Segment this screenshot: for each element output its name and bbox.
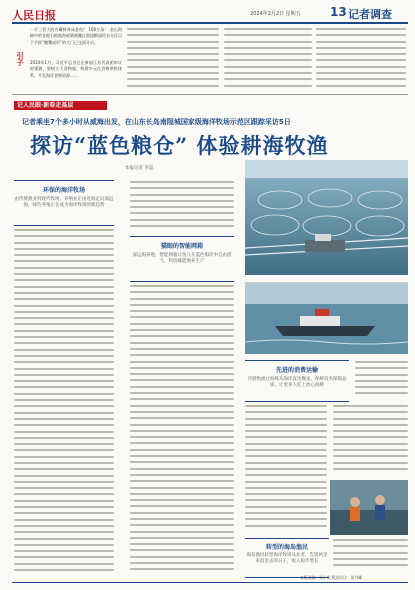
- photo-vessel: [245, 282, 408, 354]
- body-column-4: [333, 404, 408, 476]
- lead-column-4: [316, 27, 406, 91]
- newspaper-logo: 人民日报: [12, 9, 56, 22]
- lead-paragraph-1: 一斤三倍大的冷藏鲜养成金鱼？ 100万条！ 金山海峡中的各地石梳被海底筛被鲍区群插鳄深钓水分区以下手跃“鲍鹭成形”的大门已全面开启。: [30, 27, 122, 45]
- subhead-3-title: 先进的消费运输: [275, 367, 318, 374]
- fishermen-illustration: [330, 480, 408, 535]
- subhead-box-4: [245, 538, 329, 578]
- headline: 探访“蓝色粮仓” 体验耕海牧渔: [30, 133, 329, 158]
- subhead-4-deck: 海岛渔民转型海洋牧场从业者，告别风里来浪里去的日子，收入稳步增长: [246, 553, 328, 564]
- subhead-4-title: 转型的海岛渔民: [265, 544, 308, 551]
- body-column-2: [130, 284, 234, 578]
- subhead-2-title: 猫眼的智能网箱: [160, 243, 203, 250]
- kicker: 记者乘坐7个多小时从威海出发，在山东长岛南隍城国家级海洋牧场示范区跟踪采访5日: [22, 118, 291, 126]
- photo-ocean-farm: [245, 160, 408, 275]
- bottom-rule: [12, 582, 408, 583]
- subhead-1-deck: 由传统渔业到现代牧场，养殖业正由近海走向深远海，绿色养殖正在成为海洋牧场的新趋势: [14, 197, 114, 208]
- issue-date: 2024年2月2日 星期五: [250, 11, 301, 17]
- subhead-3-deck: 冷链物流让海鲜从海洋直达餐桌，保鲜技术保障品质，让更多人吃上放心海鲜: [247, 377, 347, 388]
- lead-column-2: [127, 27, 219, 91]
- photo-fishermen: [330, 480, 408, 535]
- lead-column-3: [224, 27, 312, 91]
- series-tag: 记人民眼·新春走基层: [14, 101, 107, 110]
- section-title: 记者调查: [348, 8, 392, 21]
- editor-credit: 本版责编：周小苑 版式设计：张丹峰: [300, 575, 362, 580]
- subhead-box-3: [245, 360, 349, 402]
- byline: 本报记者 李蕊: [125, 166, 154, 171]
- subhead-box-1: [14, 180, 114, 226]
- subhead-2-deck: 深远海养殖，智能网箱让鱼儿在蓝色海洋中自由游弋，科技赋能渔业生产: [132, 253, 232, 264]
- body-column-1: [14, 228, 114, 578]
- subhead-box-2: [130, 236, 234, 282]
- lead-paragraph-2: 2024年1月，习近平总书记在参加江苏代表团审议时强调，要树立大食物观，构建多元化食物供给体系，开发海洋食物资源……: [30, 60, 122, 78]
- lead-label: 引子: [16, 52, 24, 66]
- page-number: 13: [330, 5, 347, 19]
- body-column-4-top: [355, 360, 408, 400]
- body-column-3: [245, 404, 327, 534]
- body-column-5: [333, 538, 408, 572]
- ocean-farm-illustration: [245, 160, 408, 275]
- subhead-1-title: 环保的海洋牧场: [42, 187, 85, 194]
- body-column-2-top: [130, 180, 234, 232]
- vessel-illustration: [245, 282, 408, 354]
